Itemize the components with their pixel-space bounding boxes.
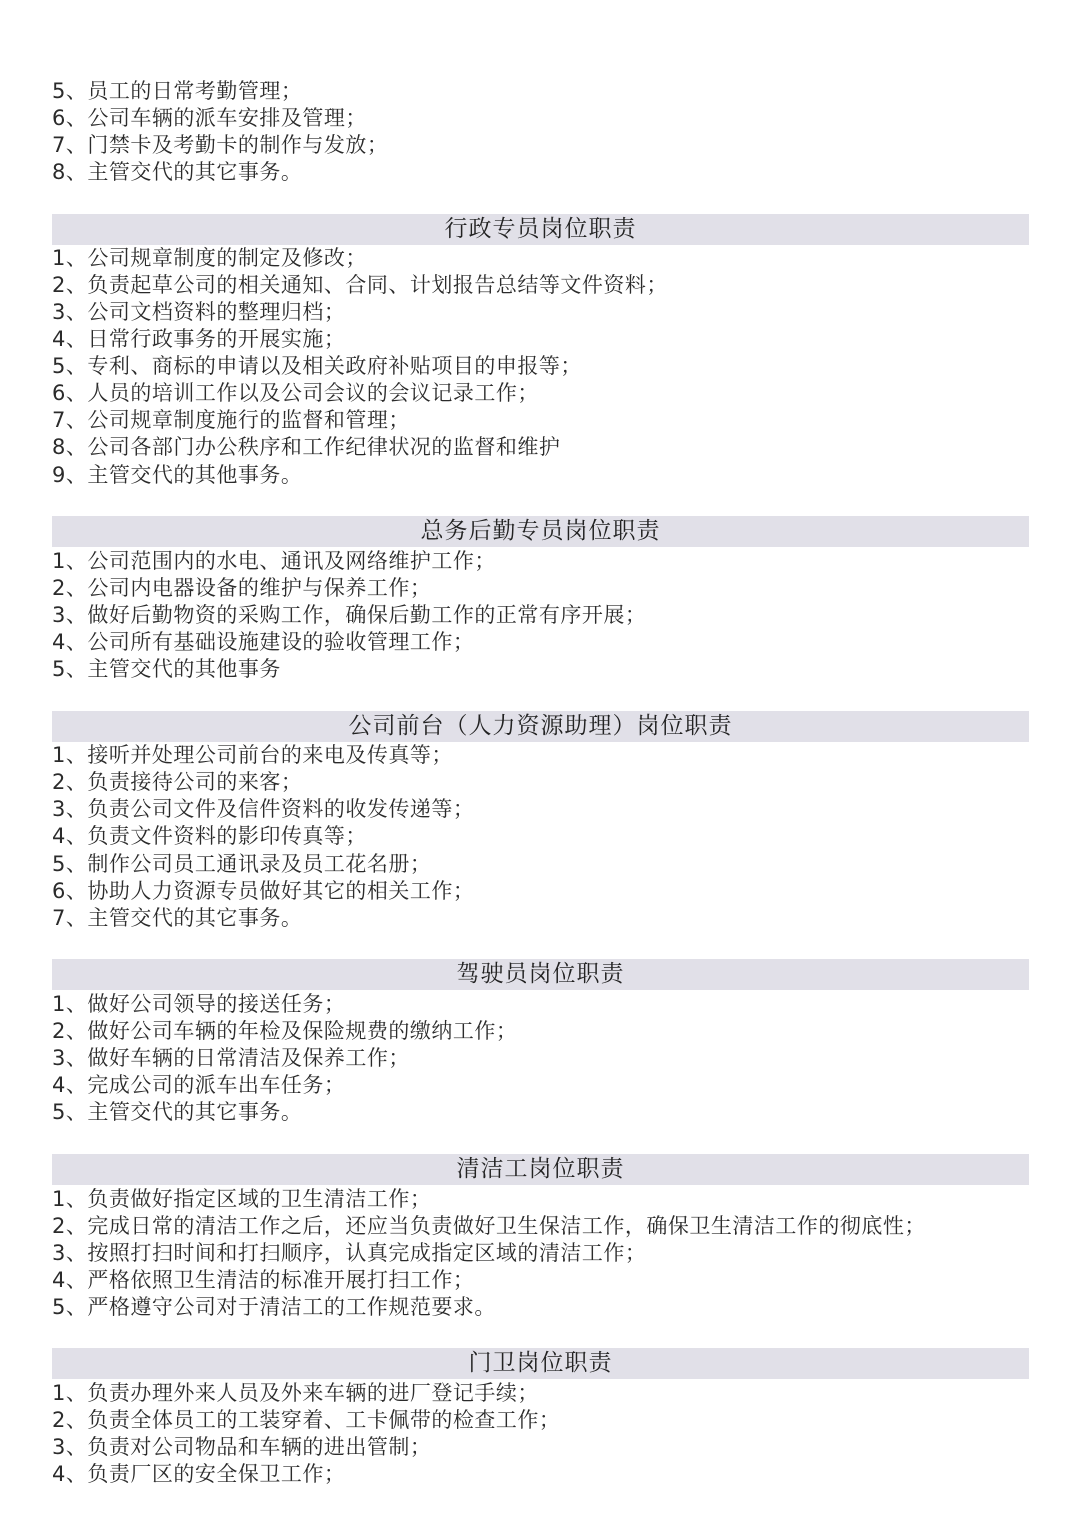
list-item: 5、主管交代的其他事务 [52, 657, 281, 681]
section-header-bar [52, 1348, 1029, 1379]
section-title: 驾驶员岗位职责 [456, 961, 625, 987]
section-title: 总务后勤专员岗位职责 [420, 518, 661, 544]
list-item: 1、做好公司领导的接送任务； [52, 992, 346, 1016]
list-item: 7、公司规章制度施行的监督和管理； [52, 408, 410, 432]
list-item: 8、主管交代的其它事务。 [52, 160, 303, 184]
list-item: 4、完成公司的派车出车任务； [52, 1073, 346, 1097]
list-item: 5、严格遵守公司对于清洁工的工作规范要求。 [52, 1295, 496, 1319]
section-header-bar [52, 959, 1029, 990]
section-title: 行政专员岗位职责 [444, 216, 637, 242]
list-item: 1、负责做好指定区域的卫生清洁工作； [52, 1187, 432, 1211]
list-item: 2、做好公司车辆的年检及保险规费的缴纳工作； [52, 1019, 518, 1043]
section-header-bar [52, 214, 1029, 245]
list-item: 1、负责办理外来人员及外来车辆的进厂登记手续； [52, 1381, 539, 1405]
list-item: 2、负责接待公司的来客； [52, 770, 303, 794]
list-item: 7、门禁卡及考勤卡的制作与发放； [52, 133, 389, 157]
section-header-bar [52, 1154, 1029, 1185]
list-item: 3、负责对公司物品和车辆的进出管制； [52, 1435, 432, 1459]
list-item: 9、主管交代的其他事务。 [52, 463, 303, 487]
list-item: 7、主管交代的其它事务。 [52, 906, 303, 930]
section-title: 门卫岗位职责 [468, 1350, 613, 1376]
section-header-bar [52, 516, 1029, 547]
list-item: 4、负责文件资料的影印传真等； [52, 824, 367, 848]
list-item: 4、日常行政事务的开展实施； [52, 327, 346, 351]
list-item: 1、接听并处理公司前台的来电及传真等； [52, 743, 453, 767]
list-item: 2、负责全体员工的工装穿着、工卡佩带的检查工作； [52, 1408, 561, 1432]
list-item: 3、负责公司文件及信件资料的收发传递等； [52, 797, 475, 821]
list-item: 4、严格依照卫生清洁的标准开展打扫工作； [52, 1268, 475, 1292]
list-item: 1、公司范围内的水电、通讯及网络维护工作； [52, 549, 496, 573]
list-item: 8、公司各部门办公秩序和工作纪律状况的监督和维护 [52, 435, 561, 459]
list-item: 4、公司所有基础设施建设的验收管理工作； [52, 630, 475, 654]
list-item: 5、员工的日常考勤管理； [52, 79, 303, 103]
list-item: 5、专利、商标的申请以及相关政府补贴项目的申报等； [52, 354, 582, 378]
list-item: 2、负责起草公司的相关通知、合同、计划报告总结等文件资料； [52, 273, 668, 297]
list-item: 4、负责厂区的安全保卫工作； [52, 1462, 346, 1486]
list-item: 1、公司规章制度的制定及修改； [52, 246, 367, 270]
list-item: 5、主管交代的其它事务。 [52, 1100, 303, 1124]
list-item: 3、公司文档资料的整理归档； [52, 300, 346, 324]
section-title: 清洁工岗位职责 [456, 1156, 625, 1182]
list-item: 6、公司车辆的派车安排及管理； [52, 106, 367, 130]
section-header-bar [52, 711, 1029, 742]
list-item: 2、公司内电器设备的维护与保养工作； [52, 576, 432, 600]
list-item: 6、人员的培训工作以及公司会议的会议记录工作； [52, 381, 539, 405]
list-item: 2、完成日常的清洁工作之后，还应当负责做好卫生保洁工作，确保卫生清洁工作的彻底性； [52, 1214, 926, 1238]
list-item: 6、协助人力资源专员做好其它的相关工作； [52, 879, 475, 903]
list-item: 3、做好后勤物资的采购工作，确保后勤工作的正常有序开展； [52, 603, 647, 627]
list-item: 3、按照打扫时间和打扫顺序，认真完成指定区域的清洁工作； [52, 1241, 647, 1265]
list-item: 5、制作公司员工通讯录及员工花名册； [52, 852, 432, 876]
list-item: 3、做好车辆的日常清洁及保养工作； [52, 1046, 410, 1070]
section-title: 公司前台（人力资源助理）岗位职责 [348, 713, 733, 739]
